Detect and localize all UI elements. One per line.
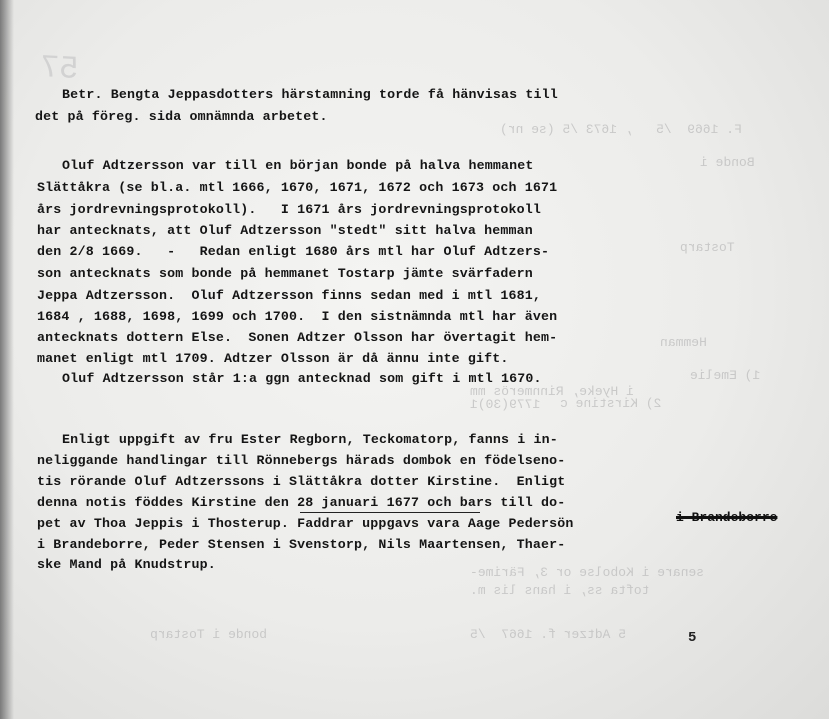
bleed-through-text: 1779(30)1 xyxy=(470,397,541,412)
bleed-through-text: 5 Adtzer f. 1667 /5 xyxy=(470,627,627,642)
bleed-through-text: Tostarp xyxy=(680,240,735,255)
bleed-through-text: Bonde i xyxy=(700,155,755,170)
bleed-through-text: bonde i Tostarp xyxy=(150,627,268,642)
bleed-through-text: tofta ss, i hans lis m. xyxy=(470,583,650,598)
text-line: Slättåkra (se bl.a. mtl 1666, 1670, 1671, 1672 och 1673 och 1671 xyxy=(37,180,558,195)
bleed-through-mark: 57 xyxy=(39,49,80,88)
text-line: Oluf Adtzersson står 1:a ggn antecknad som gift i mtl 1670. xyxy=(62,371,542,386)
bleed-through-text: i Hyeke, Rinnmerös mm xyxy=(470,384,634,399)
bleed-through-text: Hemman xyxy=(660,335,707,350)
text-line: ske Mand på Knudstrup. xyxy=(37,557,216,572)
bleed-through-text: 2) Kirstine c xyxy=(560,396,662,411)
text-line: Enligt uppgift av fru Ester Regborn, Teckomatorp, fanns i in- xyxy=(62,432,558,447)
bleed-through-text: 1) Emelie xyxy=(690,368,761,383)
text-line: Oluf Adtzersson var till en början bonde på halva hemmanet xyxy=(62,158,534,173)
bleed-through-text: senare i Kobolse or 3, Färime- xyxy=(470,565,705,580)
text-line: 1684 , 1688, 1698, 1699 och 1700. I den sistnämnda mtl har även xyxy=(37,309,558,324)
text-line: i Brandeborre, Peder Stensen i Svenstorp, Nils Maartensen, Thaer- xyxy=(37,537,566,552)
text-line: son antecknats som bonde på hemmanet Tostarp jämte svärfadern xyxy=(37,266,533,281)
bleed-through-text: F. 1669 /5 , 1673 /5 (se nr) xyxy=(500,122,742,137)
text-line: Jeppa Adtzersson. Oluf Adtzersson finns sedan med i mtl 1681, xyxy=(37,288,542,303)
text-line: manet enligt mtl 1709. Adtzer Olsson är då ännu inte gift. xyxy=(37,351,509,366)
text-line: års jordrevningsprotokoll). I 1671 års jordrevningsprotokoll xyxy=(37,202,542,217)
text-line: den 2/8 1669. - Redan enligt 1680 års mtl har Oluf Adtzers- xyxy=(37,244,550,259)
page-number: 5 xyxy=(688,630,697,646)
text-line: antecknats dottern Else. Sonen Adtzer Olsson har övertagit hem- xyxy=(37,330,558,345)
text-line: har antecknats, att Oluf Adtzersson "stedt" sitt halva hemman xyxy=(37,223,533,238)
text-line: det på föreg. sida omnämnda arbetet. xyxy=(35,109,328,124)
text-line: Betr. Bengta Jeppasdotters härstamning torde få hänvisas till xyxy=(62,87,558,102)
page-edge-shadow xyxy=(0,0,14,719)
text-line: tis rörande Oluf Adtzerssons i Slättåkra dotter Kirstine. Enligt xyxy=(37,474,566,489)
struck-margin-note: i Brandeborre xyxy=(676,510,778,525)
text-line: denna notis föddes Kirstine den 28 januari 1677 och bars till do- xyxy=(37,495,566,510)
text-line: pet av Thoa Jeppis i Thosterup. Faddrar uppgavs vara Aage Pedersön xyxy=(37,516,574,531)
handwritten-underline xyxy=(300,512,480,513)
text-line: neliggande handlingar till Rönnebergs härads dombok en födelseno- xyxy=(37,453,566,468)
